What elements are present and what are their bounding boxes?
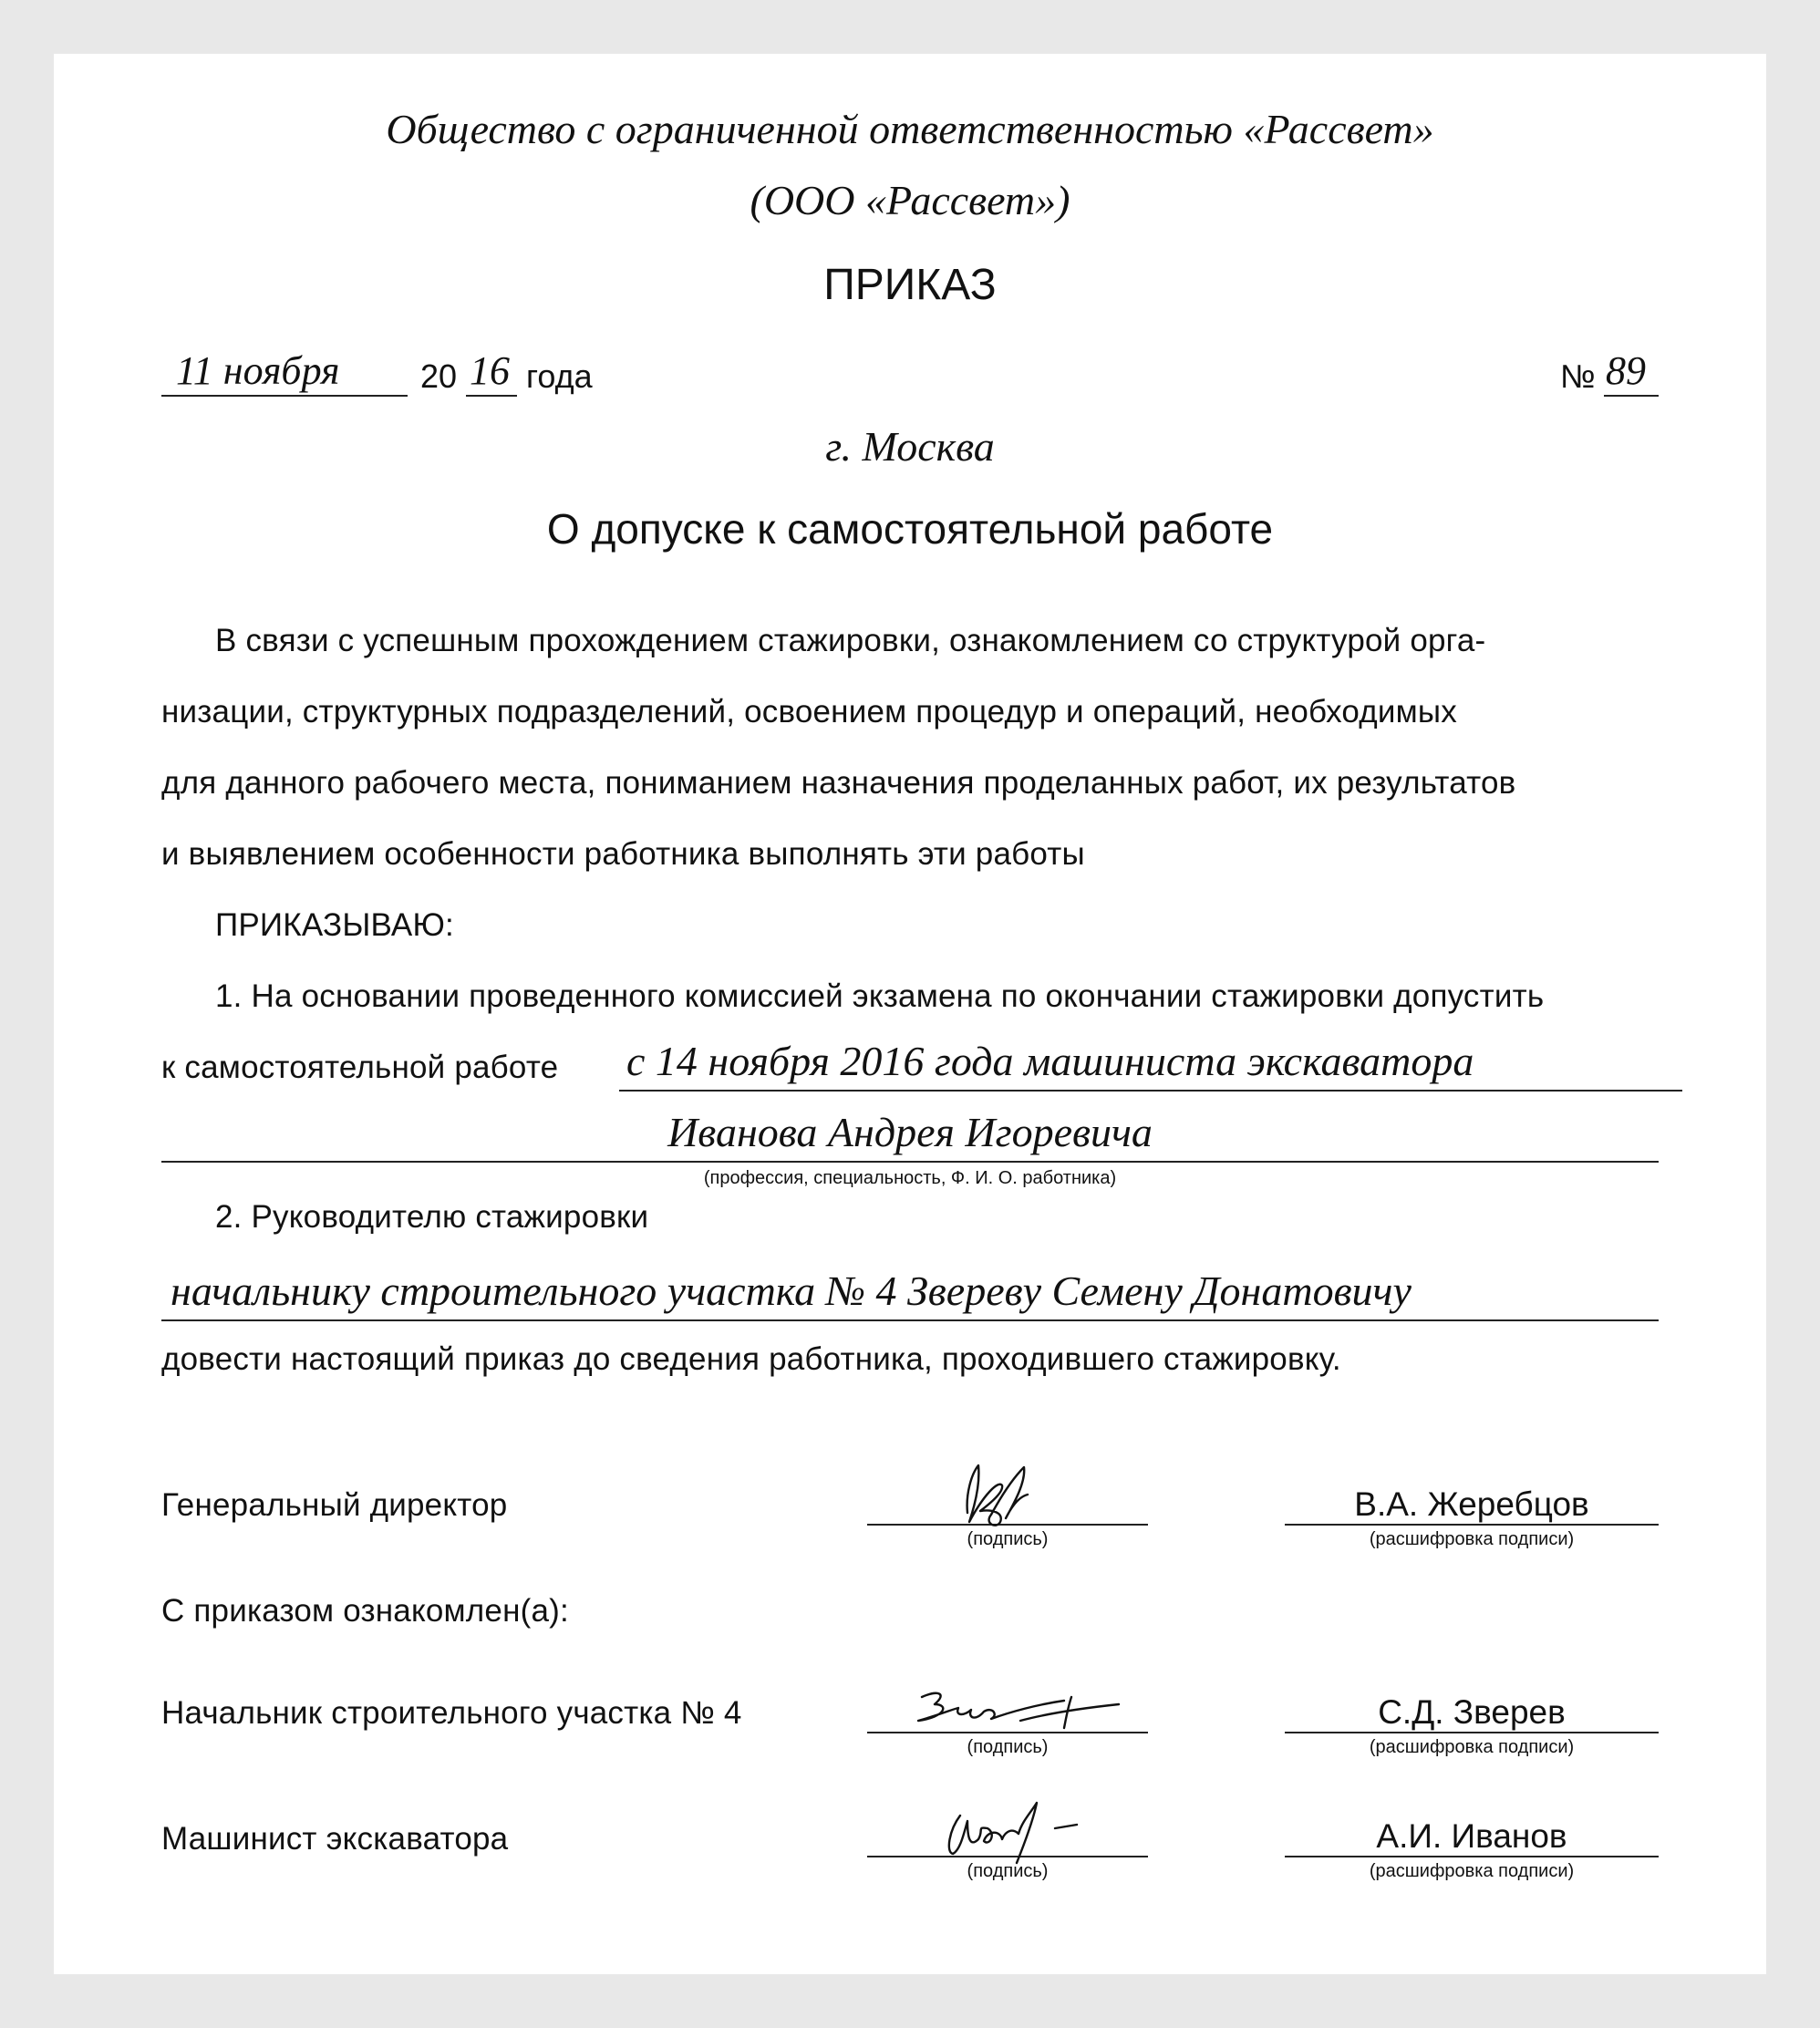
item1-fill-1-underline	[619, 1090, 1682, 1092]
item2-fill-underline	[161, 1319, 1659, 1321]
org-full-name: Общество с ограниченной ответственностью «Рассвет»	[386, 106, 1434, 152]
item1-fill-2: Иванова Андрея Игоревича	[667, 1109, 1153, 1155]
signer2-title: Машинист экскаватора	[161, 1821, 509, 1857]
director-sign-caption: (подпись)	[967, 1529, 1049, 1549]
item2-fill: начальнику строительного участка № 4 Звереву Семену Донатовичу	[171, 1268, 1412, 1314]
order-title: О допуске к самостоятельной работе	[546, 505, 1274, 553]
item1-line-1: 1. На основании проведенного комиссией экзамена по окончании стажировки допустить	[215, 978, 1545, 1014]
director-decode-caption: (расшифровка подписи)	[1369, 1529, 1575, 1549]
document-type: ПРИКАЗ	[823, 261, 997, 309]
document-page	[54, 54, 1766, 1974]
year-prefix: 20	[420, 357, 458, 395]
year-underline	[466, 395, 517, 397]
signer1-name: С.Д. Зверев	[1378, 1693, 1566, 1731]
preamble-line-1: В связи с успешным прохождением стажировки, ознакомлением со структурой орга-	[215, 623, 1486, 658]
org-short-name: (ООО «Рассвет»)	[750, 177, 1070, 223]
order-number: 89	[1606, 348, 1646, 393]
signer2-decode-line	[1285, 1856, 1659, 1857]
item1-fill-1: с 14 ноября 2016 года машиниста экскаватора	[626, 1038, 1474, 1084]
preamble-line-3: для данного рабочего места, пониманием назначения проделанных работ, их результатов	[161, 765, 1516, 801]
signer1-title: Начальник строительного участка № 4	[161, 1695, 742, 1731]
order-word: ПРИКАЗЫВАЮ:	[215, 907, 454, 943]
item2-line-1: 2. Руководителю стажировки	[215, 1199, 649, 1235]
item1-lead: к самостоятельной работе	[161, 1050, 559, 1085]
director-signature	[947, 1458, 1075, 1540]
signer1-decode-line	[1285, 1732, 1659, 1733]
year-suffix: 16	[470, 348, 510, 393]
date-day-month: 11 ноября	[176, 348, 340, 393]
signer2-signature	[936, 1794, 1119, 1867]
number-sign: №	[1560, 357, 1596, 395]
city: г. Москва	[825, 423, 995, 470]
signer1-signature	[911, 1684, 1130, 1739]
director-title: Генеральный директор	[161, 1487, 508, 1523]
signer2-sign-caption: (подпись)	[967, 1861, 1049, 1881]
date-underline	[161, 395, 408, 397]
signer1-sign-caption: (подпись)	[967, 1737, 1049, 1757]
director-decode-line	[1285, 1524, 1659, 1526]
signer1-decode-caption: (расшифровка подписи)	[1369, 1737, 1575, 1757]
preamble-line-4: и выявлением особенности работника выполнять эти работы	[161, 836, 1085, 872]
signer2-decode-caption: (расшифровка подписи)	[1369, 1861, 1575, 1881]
item1-caption: (профессия, специальность, Ф. И. О. работника)	[703, 1168, 1117, 1188]
director-name: В.А. Жеребцов	[1354, 1485, 1589, 1523]
acquainted-label: С приказом ознакомлен(а):	[161, 1593, 569, 1629]
signer2-name: А.И. Иванов	[1376, 1817, 1567, 1855]
number-underline	[1604, 395, 1659, 397]
item1-fill-2-underline	[161, 1161, 1659, 1163]
preamble-line-2: низации, структурных подразделений, освоением процедур и операций, необходимых	[161, 694, 1457, 729]
item2-line-3: довести настоящий приказ до сведения работника, проходившего стажировку.	[161, 1341, 1341, 1377]
year-word: года	[526, 357, 593, 395]
